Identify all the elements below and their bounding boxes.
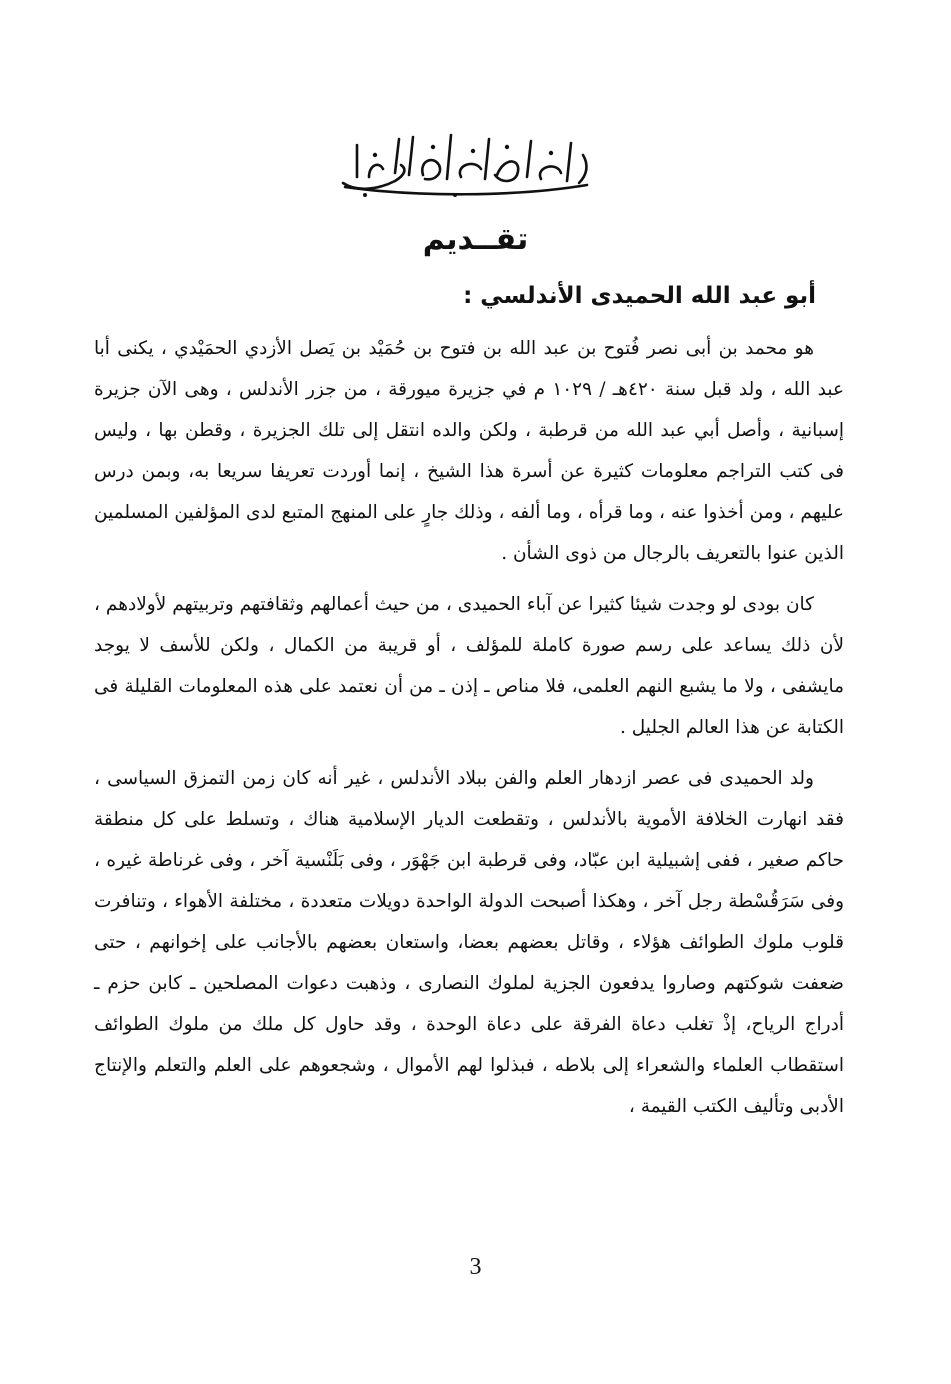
calligraphy-icon [335, 125, 595, 200]
page-number: 3 [469, 1254, 482, 1280]
page-title: تقــديم [422, 222, 529, 257]
paragraph: هو محمد بن أبى نصر فُتوح بن عبد الله بن فتوح بن حُمَيْد بن يَصل الأزدي الحمَيْدي ، يكنى أبا عبد الله ، ولد قبل سنة ٤٢٠هـ / ١٠٢٩ م في جزيرة ميورقة ، من جزر الأندلس ، وهى الآن جزيرة إسبانية ، وأصل أبي عبد الله من قرطبة ، ولكن والده انتقل إلى تلك الجزيرة ، وقطن بها ، وليس فى كتب التراجم معلومات كثيرة عن أسرة هذا الشيخ ، إنما أوردت تعريفا سريعا به، وبمن درس عليهم ، ومن أخذوا عنه ، وما قرأه ، وما ألفه ، وذلك جارٍ على المنهج المتبع لدى المؤلفين المسلمين الذين عنوا بالتعريف بالرجال من ذوى الشأن . [94, 338, 844, 564]
paragraph: كان بودى لو وجدت شيئا كثيرا عن آباء الحميدى ، من حيث أعمالهم وثقافتهم وتربيتهم لأولادهم ، لأن ذلك يساعد على رسم صورة كاملة للمؤلف ، أو قريبة من الكمال ، ولكن للأسف لا يوجد مايشفى ، ولا ما يشبع النهم العلمى، فلا مناص ـ إذن ـ من أن نعتمد على هذه المعلومات القليلة فى الكتابة عن هذا العالم الجليل . [94, 594, 844, 738]
body-text [94, 328, 844, 1137]
section-heading: أبو عبد الله الحميدى الأندلسي : [463, 283, 816, 309]
basmala-calligraphy [300, 122, 630, 202]
paragraph: ولد الحميدى فى عصر ازدهار العلم والفن ببلاد الأندلس ، غير أنه كان زمن التمزق السياسى ، فقد انهارت الخلافة الأموية بالأندلس ، وتقطعت الديار الإسلامية هناك ، وتسلط على كل منطقة حاكم صغير ، ففى إشبيلية ابن عبّاد، وفى قرطبة ابن جَهْوَر ، وفى بَلَنْسية آخر ، وفى غرناطة غيره ، وفى سَرَقُسْطة رجل آخر ، وهكذا أصبحت الدولة الواحدة دويلات متعددة ، مختلفة الأهواء ، وتنافرت قلوب ملوك الطوائف هؤلاء ، وقاتل بعضهم بعضا، واستعان بعضهم بالأجانب على إخوانهم ، حتى ضعفت شوكتهم وصاروا يدفعون الجزية لملوك النصارى ، وذهبت دعوات المصلحين ـ كابن حزم ـ أدراج الرياح، إذْ تغلب دعاة الفرقة على دعاة الوحدة ، وقد حاول كل ملك من ملوك الطوائف استقطاب العلماء والشعراء إلى بلاطه ، فبذلوا لهم الأموال ، وشجعوهم على العلم والتعلم والإنتاج الأدبى وتأليف الكتب القيمة ، [94, 768, 844, 1117]
